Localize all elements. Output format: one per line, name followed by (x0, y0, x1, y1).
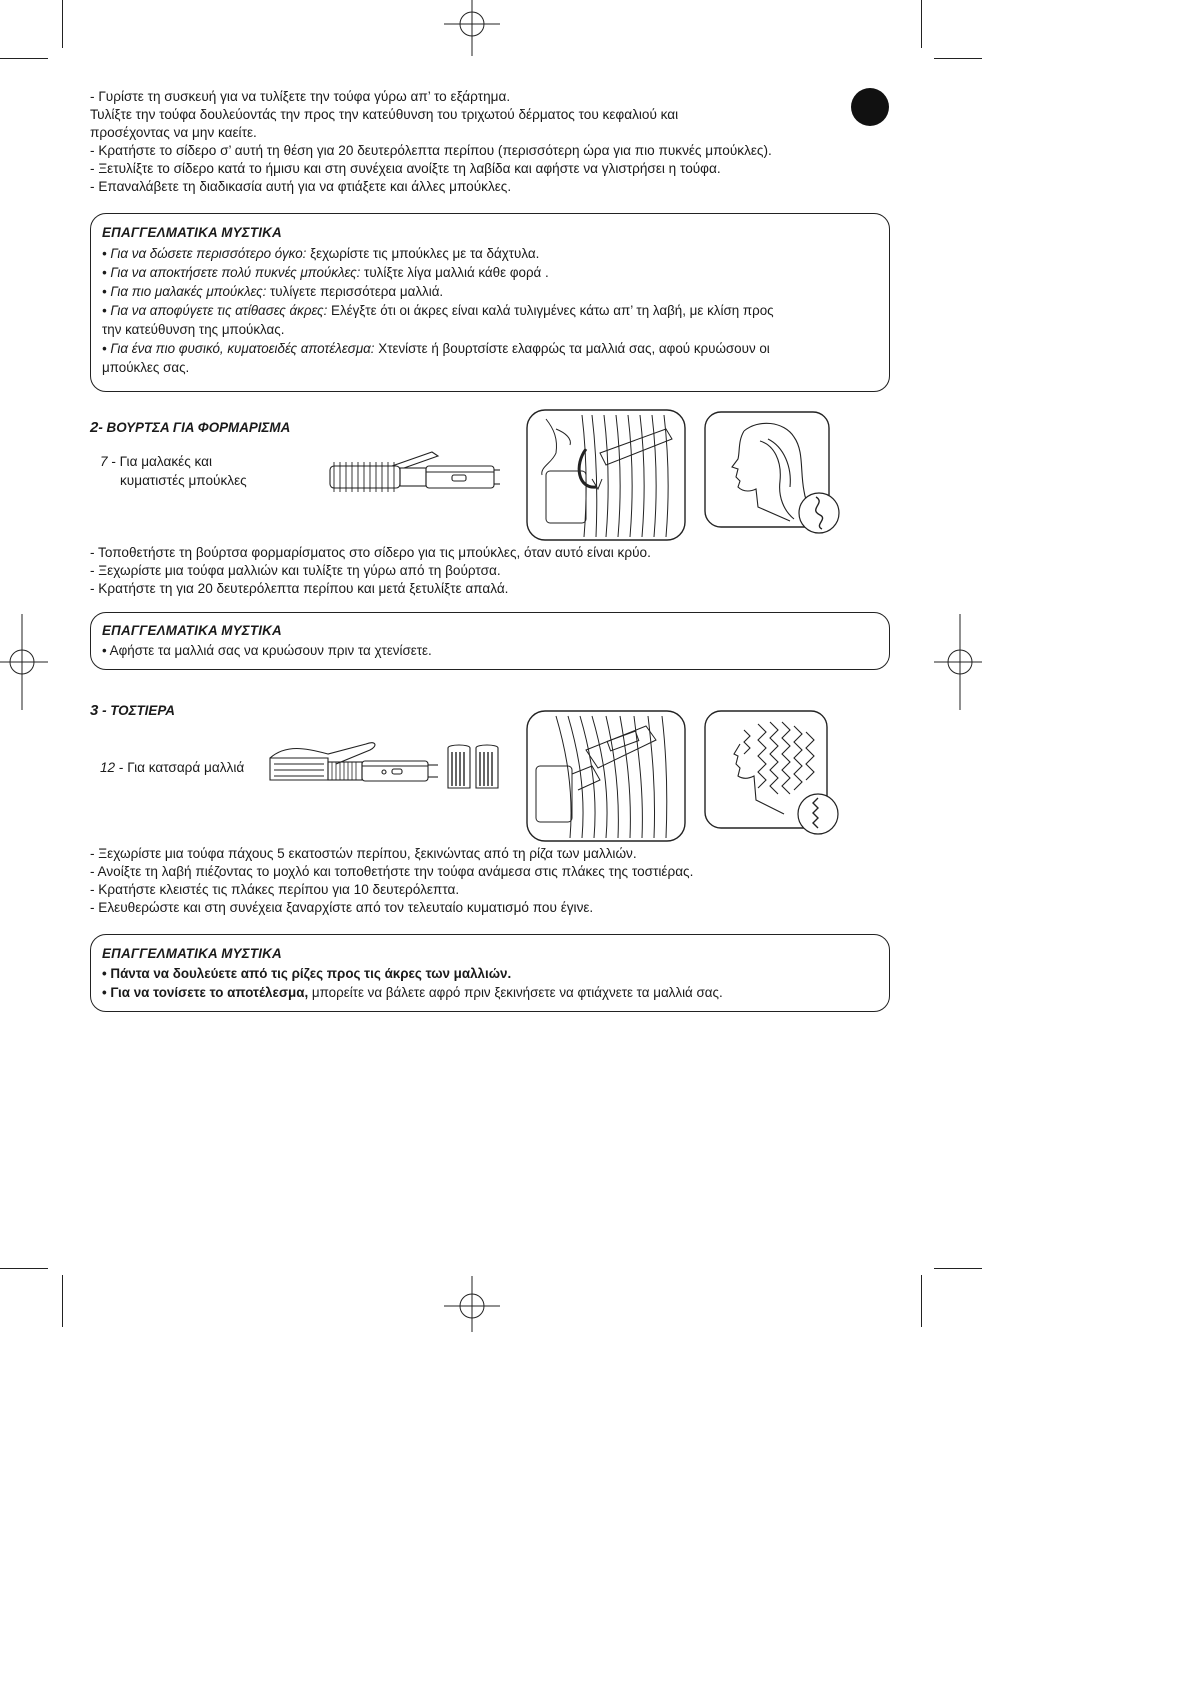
crop-mark (0, 1268, 48, 1269)
tips-title: ΕΠΑΓΓΕΛΜΑΤΙΚΑ ΜΥΣΤΙΚΑ (102, 225, 282, 240)
tip-item: την κατεύθυνση της μπούκλας. (102, 322, 285, 337)
step-line: - Τοποθετήστε τη βούρτσα φορμαρίσματος στο σίδερο για τις μπούκλες, όταν αυτό είναι κρύο. (90, 545, 651, 560)
language-badge-icon (851, 88, 889, 126)
tip-item: • Για να δώσετε περισσότερο όγκο: ξεχωρίστε τις μπούκλες με τα δάχτυλα. (102, 246, 540, 261)
intro-line: προσέχοντας να μην καείτε. (90, 125, 257, 140)
step-line: - Κρατήστε τη για 20 δευτερόλεπτα περίπου και μετά ξετυλίξτε απαλά. (90, 581, 509, 596)
tip-item: • Αφήστε τα μαλλιά σας να κρυώσουν πριν τα χτενίσετε. (102, 643, 432, 658)
crimper-icon (266, 734, 442, 790)
tip-item: • Για να τονίσετε το αποτέλεσμα, μπορείτε να βάλετε αφρό πριν ξεκινήσετε να φτιάχνετε τα μαλλιά σας. (102, 985, 723, 1000)
intro-line: - Γυρίστε τη συσκευή για να τυλίξετε την τούφα γύρω απ’ το εξάρτημα. (90, 89, 511, 104)
tip-item: μπούκλες σας. (102, 360, 190, 375)
tip-item: • Πάντα να δουλεύετε από τις ρίζες προς τις άκρες των μαλλιών. (102, 966, 512, 981)
step-line: - Κρατήστε κλειστές τις πλάκες περίπου για 10 δευτερόλεπτα. (90, 882, 460, 897)
accessory-label: κυματιστές μπούκλες (120, 473, 247, 488)
tips-title: ΕΠΑΓΓΕΛΜΑΤΙΚΑ ΜΥΣΤΙΚΑ (102, 623, 282, 638)
accessory-label: 7 - Για μαλακές και (100, 454, 213, 469)
tips-box (90, 612, 890, 670)
accessory-label: 12 - Για κατσαρά μαλλιά (100, 760, 245, 775)
tip-item: • Για να αποφύγετε τις ατίθασες άκρες: Ελέγξτε ότι οι άκρες είναι καλά τυλιγμένες κάτω απ’ τη λαβή, με κλίση προς (102, 303, 774, 318)
step-line: - Ξεχωρίστε μια τούφα πάχους 5 εκατοστών περίπου, ξεκινώντας από τη ρίζα των μαλλιών. (90, 846, 637, 861)
tip-item: • Για να αποκτήσετε πολύ πυκνές μπούκλες: τυλίξτε λίγα μαλλιά κάθε φορά . (102, 265, 549, 280)
intro-line: Τυλίξτε την τούφα δουλεύοντάς την προς την κατεύθυνση του τριχωτού δέρματος του κεφαλιού και (90, 107, 679, 122)
crop-mark (62, 0, 63, 48)
crop-mark (934, 1268, 982, 1269)
section-heading: 3 - ΤΟΣΤΙΕΡΑ (90, 702, 175, 719)
crop-mark (921, 0, 922, 48)
crop-mark (921, 1275, 922, 1327)
curling-brush-icon (322, 448, 502, 498)
intro-line: - Κρατήστε το σίδερο σ’ αυτή τη θέση για 20 δευτερόλεπτα περίπου (περισσότερη ώρα για πιο πυκνές μπούκλες). (90, 143, 772, 158)
crimper-usage-illustration (526, 710, 686, 842)
intro-line: - Ξετυλίξτε το σίδερο κατά το ήμισυ και στη συνέχεια ανοίξτε τη λαβίδα και αφήστε να γλιστρήσει η τούφα. (90, 161, 721, 176)
registration-cross-icon (0, 614, 48, 710)
tips-title: ΕΠΑΓΓΕΛΜΑΤΙΚΑ ΜΥΣΤΙΚΑ (102, 946, 282, 961)
crop-mark (62, 1275, 63, 1327)
brush-usage-illustration (526, 409, 686, 541)
step-line: - Ανοίξτε τη λαβή πιέζοντας το μοχλό και τοποθετήστε την τούφα ανάμεσα στις πλάκες της τοστιέρας. (90, 864, 694, 879)
step-line: - Ελευθερώστε και στη συνέχεια ξαναρχίστε από τον τελευταίο κυματισμό που έγινε. (90, 900, 594, 915)
intro-line: - Επαναλάβετε τη διαδικασία αυτή για να φτιάξετε και άλλες μπούκλες. (90, 179, 512, 194)
section-heading: 2- ΒΟΥΡΤΣΑ ΓΙΑ ΦΟΡΜΑΡΙΣΜΑ (90, 419, 291, 436)
woman-crimped-hair-icon (704, 710, 840, 838)
registration-cross-icon (934, 614, 982, 710)
woman-profile-icon (704, 411, 840, 539)
crimper-plates-icon (446, 742, 502, 790)
step-line: - Ξεχωρίστε μια τούφα μαλλιών και τυλίξτε τη γύρω από τη βούρτσα. (90, 563, 501, 578)
registration-cross-icon (444, 1276, 500, 1332)
crop-mark (0, 58, 48, 59)
tip-item: • Για ένα πιο φυσικό, κυματοειδές αποτέλεσμα: Χτενίστε ή βουρτσίστε ελαφρώς τα μαλλιά σας, αφού κρυώσουν οι (102, 341, 770, 356)
crop-mark (934, 58, 982, 59)
tip-item: • Για πιο μαλακές μπούκλες: τυλίγετε περισσότερα μαλλιά. (102, 284, 444, 299)
registration-cross-icon (444, 0, 500, 56)
